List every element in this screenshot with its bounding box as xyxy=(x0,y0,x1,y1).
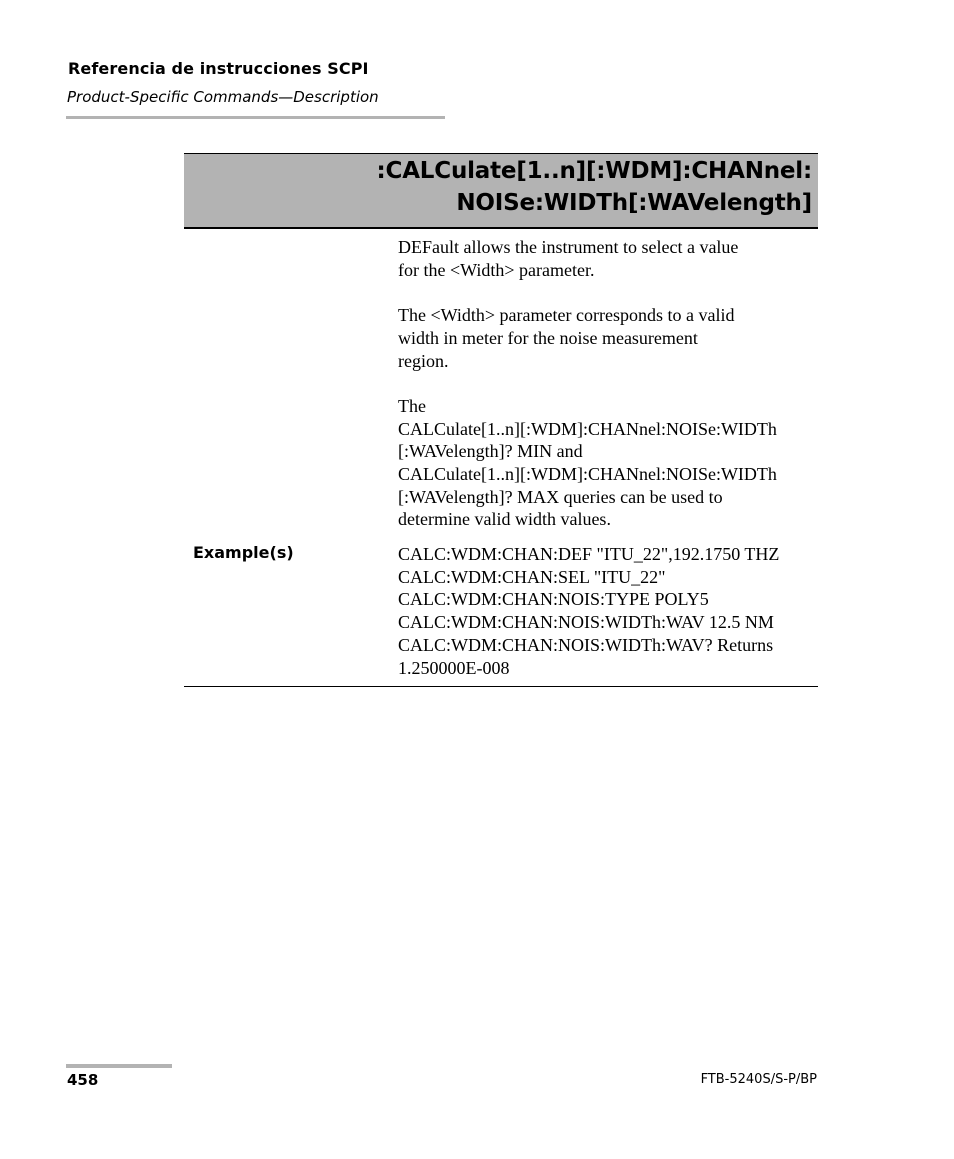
command-title-box xyxy=(184,153,818,229)
description-paragraph-1 xyxy=(398,236,816,281)
text-line: The <Width> parameter corresponds to a valid xyxy=(398,305,735,326)
example-line: CALC:WDM:CHAN:DEF "ITU_22",192.1750 THZ xyxy=(398,544,780,564)
example-line: 1.250000E-008 xyxy=(398,657,510,678)
description-paragraph-2 xyxy=(398,304,816,372)
document-code: FTB-5240S/S-P/BP xyxy=(700,1072,817,1087)
text-line: determine valid width values. xyxy=(398,509,611,530)
description-paragraph-3 xyxy=(398,395,816,531)
command-description xyxy=(398,236,816,531)
text-line: CALCulate[1..n][:WDM]:CHANnel:NOISe:WIDTh xyxy=(398,464,777,484)
text-line: DEFault allows the instrument to select a value xyxy=(398,237,739,257)
example-line: CALC:WDM:CHAN:SEL "ITU_22" xyxy=(398,566,666,587)
text-line: region. xyxy=(398,350,449,371)
header-rule xyxy=(66,116,445,119)
text-line: [:WAVelength]? MIN and xyxy=(398,441,583,462)
table-bottom-rule xyxy=(184,686,818,687)
example-line: CALC:WDM:CHAN:NOIS:TYPE POLY5 xyxy=(398,589,709,610)
examples-label: Example(s) xyxy=(193,543,294,562)
page-number: 458 xyxy=(67,1071,99,1089)
text-line: The xyxy=(398,395,426,416)
text-line: width in meter for the noise measurement xyxy=(398,327,698,348)
running-header-title: Referencia de instrucciones SCPI xyxy=(68,59,369,78)
command-title-line-1: :CALCulate[1..n][:WDM]:CHANnel: xyxy=(376,158,812,184)
text-line: [:WAVelength]? MAX queries can be used to xyxy=(398,486,723,507)
text-line: CALCulate[1..n][:WDM]:CHANnel:NOISe:WIDTh xyxy=(398,418,777,439)
command-title-line-2: NOISe:WIDTh[:WAVelength] xyxy=(456,190,812,216)
example-line: CALC:WDM:CHAN:NOIS:WIDTh:WAV? Returns xyxy=(398,634,774,655)
text-line: for the <Width> parameter. xyxy=(398,259,595,280)
footer-rule xyxy=(66,1064,172,1068)
example-line: CALC:WDM:CHAN:NOIS:WIDTh:WAV 12.5 NM xyxy=(398,612,774,633)
running-header-subtitle: Product-Specific Commands—Description xyxy=(67,88,379,106)
examples-block xyxy=(398,543,816,679)
